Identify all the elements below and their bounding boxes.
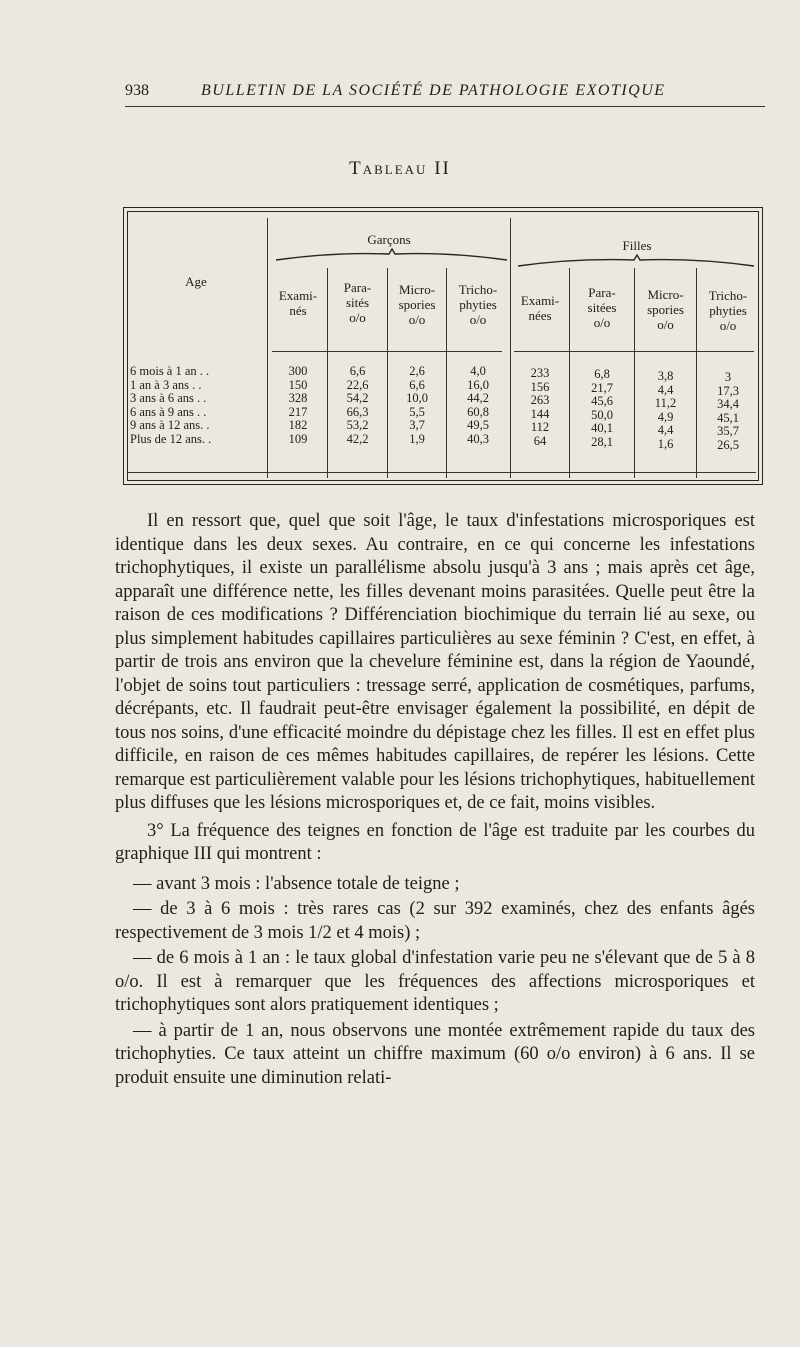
table-cell: 10,0 xyxy=(406,391,428,405)
col-header-boys-trichophytia: Tricho- phyties o/o xyxy=(458,282,498,327)
table-cell: 35,7 xyxy=(717,424,739,438)
table-cell: 40,1 xyxy=(591,421,613,435)
brace-boys xyxy=(274,248,509,262)
table-cell: 40,3 xyxy=(467,431,489,446)
row-label: 1 an à 3 ans . . xyxy=(130,377,202,392)
table-cell: 150 xyxy=(288,377,308,392)
table-cell: 5,5 xyxy=(409,404,425,419)
table-cell: 4,4 xyxy=(657,423,674,437)
table-cell: 28,1 xyxy=(591,434,613,449)
table-cell: 21,7 xyxy=(591,380,613,395)
table-cell: 53,2 xyxy=(346,418,369,432)
table-cell: 2,6 xyxy=(409,364,425,378)
table-cell: 45,6 xyxy=(591,394,613,408)
table-cell: 6,8 xyxy=(594,367,610,381)
col-header-boys-examined: Exami- nés xyxy=(278,288,318,318)
paragraph: — de 6 mois à 1 an : le taux global d'infestation varie peu ne s'élevant que de 5 à 8 o/o. Il est à remarquer que les fréquences des affections microsporiques et trichophytiques sont alors pratiquement identiques ; xyxy=(115,948,755,1015)
header-underline xyxy=(514,351,754,352)
table-cell: 11,2 xyxy=(654,396,677,410)
table-cell: 6,6 xyxy=(409,377,425,392)
row-label: 6 mois à 1 an . . xyxy=(130,364,210,378)
table-title: Tableau II xyxy=(349,158,451,179)
table-cell: 64 xyxy=(533,433,547,448)
table-bottom-rule xyxy=(128,472,756,473)
paragraph: Il en ressort que, quel que soit l'âge, le taux d'infestations microsporiques est identique dans les deux sexes. Au contraire, en ce qui concerne les infestations trichophytiques, il existe un parallélisme absolu jusqu'à 3 ans ; mais après cet âge, apparaît une différence nette, les filles devenant moins parasitées. Quelle peut être la raison de ces modifications ? Différenciation biochimique du terrain lié au sexe, ou plus simplement habitudes capillaires particulières au sexe féminin ? C'est, en effet, à partir de trois ans environ que la chevelure féminine est, dans la région de Yaoundé, l'objet de soins tout particuliers : tressage serré, application de cosmétiques, parfums, décrépants, etc. Il faudrait peut-être envisager également la possibilité, en dépit de tous nos soins, d'une efficacité moindre du dépistage chez les filles. Il est en effet plus difficile, en raison de ces mêmes habitudes capillaires, de repérer les lésions. Cette remarque est particulièrement valable pour les lésions trichophytiques, habituellement plus diffuses que les lésions microsporiques et, de ce fait, moins visibles. xyxy=(115,511,755,813)
paragraph: — de 3 à 6 mois : très rares cas (2 sur 392 examinés, chez des enfants âgés respectivement de 3 mois 1/2 et 4 mois) ; xyxy=(115,899,755,943)
col-girls-parasitized xyxy=(570,368,634,449)
col-boys-trichophytia xyxy=(447,365,509,446)
table-cell: 328 xyxy=(288,391,308,405)
table-cell: 66,3 xyxy=(346,404,369,419)
group-header-boys: Garçons xyxy=(367,232,411,247)
col-header-girls-examined: Exami- nées xyxy=(520,293,560,323)
table-cell: 44,2 xyxy=(467,391,489,405)
table-cell: 263 xyxy=(530,393,550,407)
table-cell: 4,9 xyxy=(657,409,674,424)
table-cell: 49,5 xyxy=(467,418,489,432)
article-body xyxy=(115,510,755,1090)
table-cell: 54,2 xyxy=(346,391,369,405)
col-boys-microsporia xyxy=(388,365,446,446)
table-cell: 3 xyxy=(724,370,732,384)
table-cell: 156 xyxy=(530,379,550,394)
table-cell: 60,8 xyxy=(467,404,489,419)
col-rule xyxy=(267,218,268,478)
age-header: Age xyxy=(185,274,207,289)
brace-girls xyxy=(516,254,756,268)
col-boys-examined xyxy=(269,365,327,446)
table-cell: 42,2 xyxy=(346,431,369,446)
table-cell: 4,4 xyxy=(657,382,674,397)
table-cell: 300 xyxy=(288,364,308,378)
table-cell: 1,9 xyxy=(409,431,425,446)
paragraph: 3° La fréquence des teignes en fonction de l'âge est traduite par les courbes du graphique III qui montrent : xyxy=(115,820,755,864)
table-cell: 26,5 xyxy=(717,437,739,452)
table-cell: 233 xyxy=(530,366,550,380)
row-label: 6 ans à 9 ans . . xyxy=(130,404,207,419)
table-cell: 22,6 xyxy=(346,377,369,392)
running-header xyxy=(125,80,765,107)
table-cell: 17,3 xyxy=(717,383,739,398)
page-number: 938 xyxy=(125,82,149,99)
row-label: 9 ans à 12 ans. . xyxy=(130,418,210,432)
table-cell: 34,4 xyxy=(717,397,739,411)
table-cell: 45,1 xyxy=(717,410,739,425)
col-header-boys-microsporia: Micro- spories o/o xyxy=(398,282,436,327)
row-label: 3 ans à 6 ans . . xyxy=(130,391,207,405)
col-header-boys-parasitized: Para- sités o/o xyxy=(343,280,372,325)
table-cell: 112 xyxy=(530,420,550,434)
table-cell: 3,7 xyxy=(409,418,425,432)
table-cell: 1,6 xyxy=(657,436,674,451)
row-label: Plus de 12 ans. . xyxy=(130,431,212,446)
table-cell: 109 xyxy=(288,431,308,446)
paragraph: — à partir de 1 an, nous observons une montée extrêmement rapide du taux des trichophyties. Ce taux atteint un chiffre maximum (60 o/o environ) à 6 ans. Il se produit ensuite une diminution relati- xyxy=(115,1020,755,1088)
paragraph: — avant 3 mois : l'absence totale de teigne ; xyxy=(133,873,460,894)
col-header-girls-parasitized: Para- sitées o/o xyxy=(587,285,617,330)
table-cell: 16,0 xyxy=(467,377,489,392)
table-cell: 217 xyxy=(288,404,308,419)
col-girls-trichophytia xyxy=(697,371,759,452)
col-header-girls-trichophytia: Tricho- phyties o/o xyxy=(708,288,748,333)
table-cell: 144 xyxy=(530,406,550,421)
col-girls-microsporia xyxy=(635,370,696,451)
col-boys-parasitized xyxy=(328,365,387,446)
table-cell: 3,8 xyxy=(657,369,674,383)
table-cell: 50,0 xyxy=(591,407,613,422)
col-header-girls-microsporia: Micro- spories o/o xyxy=(647,287,684,332)
data-table xyxy=(123,207,763,485)
table-cell: 6,6 xyxy=(349,364,366,378)
header-underline xyxy=(272,351,502,352)
journal-title: BULLETIN DE LA SOCIÉTÉ DE PATHOLOGIE EXOTIQUE xyxy=(201,82,666,99)
table-cell: 182 xyxy=(288,418,308,432)
table-cell: 4,0 xyxy=(470,364,486,378)
group-header-girls: Filles xyxy=(622,238,652,253)
age-column xyxy=(130,365,211,446)
col-girls-examined xyxy=(511,367,569,448)
